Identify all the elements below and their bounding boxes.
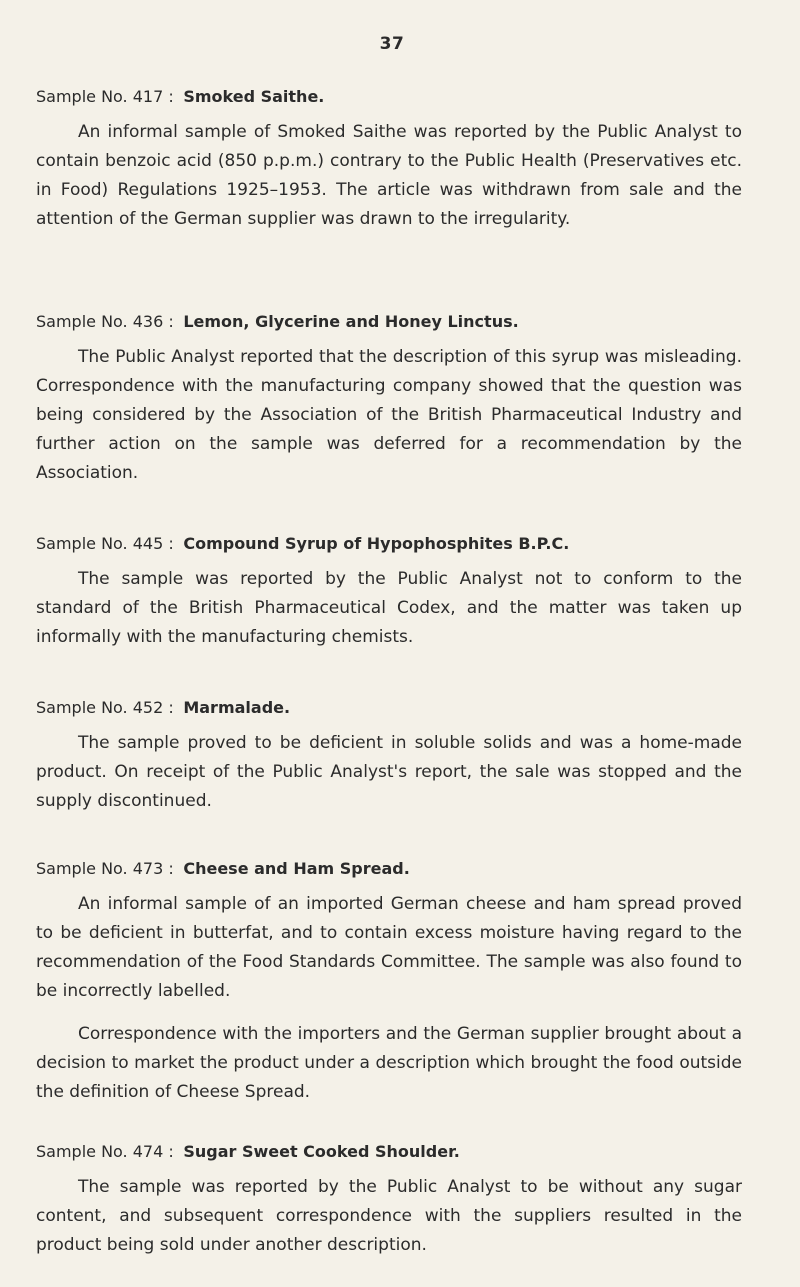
sample-number: Sample No. 473 : [36, 859, 174, 878]
sample-entry-473 [36, 858, 742, 1107]
sample-number: Sample No. 417 : [36, 87, 174, 106]
sample-title: Compound Syrup of Hypophosphites B.P.C. [183, 534, 570, 553]
sample-entry-452 [36, 697, 742, 816]
sample-number: Sample No. 474 : [36, 1142, 174, 1161]
sample-paragraph: The sample was reported by the Public Analyst to be without any sugar content, and subsequent correspondence with the suppliers resulted in the product being sold under another description. [36, 1177, 742, 1255]
sample-title: Sugar Sweet Cooked Shoulder. [183, 1142, 460, 1161]
sample-number: Sample No. 452 : [36, 698, 174, 717]
sample-heading [36, 86, 742, 108]
sample-heading [36, 311, 742, 333]
sample-paragraph: The Public Analyst reported that the description of this syrup was misleading. Correspondence with the manufacturing company showed that the question was being considered by the Association of the British Pharmaceutical Industry and further action on the sample was deferred for a recommendation by the Association. [36, 347, 742, 483]
document-page [36, 0, 748, 1287]
sample-entry-474 [36, 1141, 742, 1260]
sample-heading [36, 858, 742, 880]
sample-paragraph: The sample proved to be deficient in soluble solids and was a home-made product. On receipt of the Public Analyst's report, the sale was stopped and the supply discontinued. [36, 733, 742, 811]
page-number: 37 [379, 34, 405, 54]
sample-title: Cheese and Ham Spread. [183, 859, 410, 878]
sample-heading [36, 1141, 742, 1163]
sample-title: Smoked Saithe. [183, 87, 325, 106]
sample-entry-445 [36, 533, 742, 652]
sample-number: Sample No. 445 : [36, 534, 174, 553]
sample-entry-417 [36, 86, 742, 234]
sample-entry-436 [36, 311, 742, 488]
sample-title: Marmalade. [183, 698, 291, 717]
sample-number: Sample No. 436 : [36, 312, 174, 331]
sample-heading [36, 697, 742, 719]
sample-paragraph: An informal sample of an imported German cheese and ham spread proved to be deficient in butterfat, and to contain excess moisture having regard to the recommendation of the Food Standards Committee. The sample was also found to be incorrectly labelled. [36, 894, 742, 1001]
sample-title: Lemon, Glycerine and Honey Linctus. [183, 312, 519, 331]
sample-heading [36, 533, 742, 555]
sample-paragraph: Correspondence with the importers and the German supplier brought about a decision to market the product under a description which brought the food outside the definition of Cheese Spread. [36, 1024, 742, 1102]
sample-paragraph: An informal sample of Smoked Saithe was reported by the Public Analyst to contain benzoic acid (850 p.p.m.) contrary to the Public Health (Preservatives etc. in Food) Regulations 1925–1953. The article was withdrawn from sale and the attention of the German supplier was drawn to the irregularity. [36, 122, 742, 229]
sample-paragraph: The sample was reported by the Public Analyst not to conform to the standard of the British Pharmaceutical Codex, and the matter was taken up informally with the manufacturing chemists. [36, 569, 742, 647]
